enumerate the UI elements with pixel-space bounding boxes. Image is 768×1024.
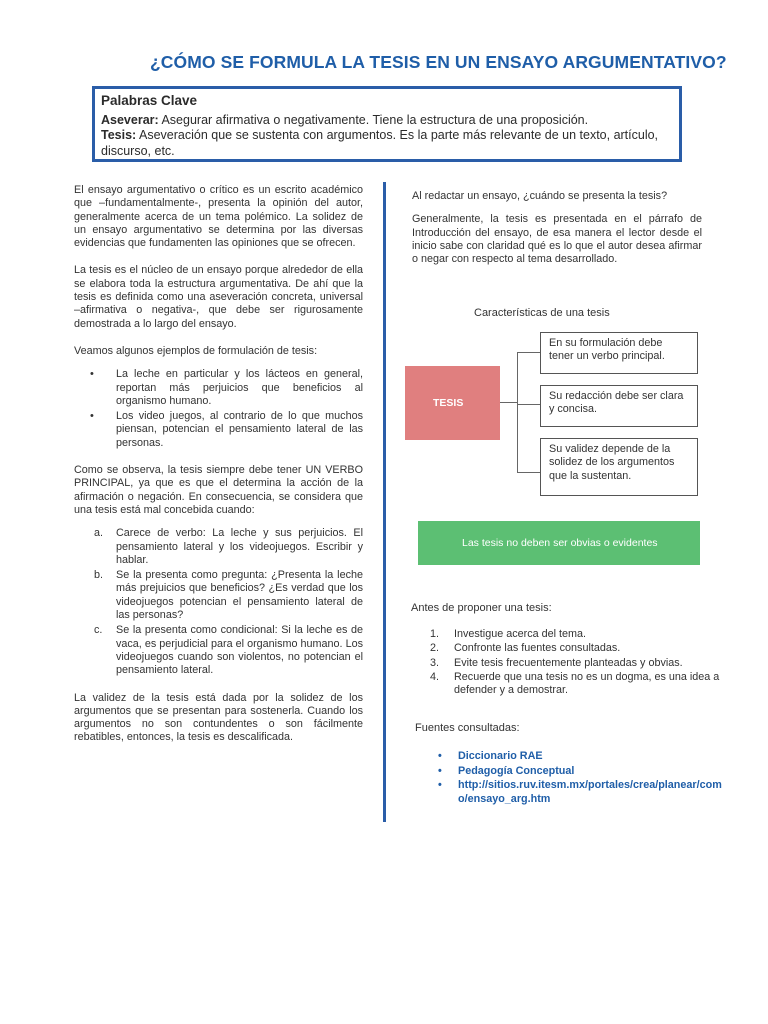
tesis-box: TESIS [405,366,500,440]
list-marker: 2. [430,642,440,655]
list-item-text: Se la presenta como pregunta: ¿Presenta la leche más prejuicios que beneficios? ¿Es verdad que los videojuegos potencian el pensamiento lateral de las personas? [116,569,363,622]
answer-paragraph: Generalmente, la tesis es presentada en el párrafo de Introducción del ensayo, de esa manera el lector desde el inicio sabe con claridad qué es lo que el autor desea afirmar o negar con respecto al tema desarrollado. [412,213,702,266]
sources-list [438,750,728,807]
examples-list [74,368,363,450]
before-heading: Antes de proponer una tesis: [411,602,552,614]
paragraph-validity: La validez de la tesis está dada por la solidez de los argumentos que se presentan para sostenerla. Cuando los argumentos no son contundentes o son fácilmente rebatibles, entonces, la tesis es descalificada. [74,691,363,744]
characteristic-box: Su redacción debe ser clara y concisa. [540,385,698,427]
list-marker: a. [94,527,104,540]
keyword-term: Aseverar: [101,112,159,127]
keyword-term: Tesis: [101,128,137,142]
list-marker: 1. [430,628,440,640]
page-title: ¿CÓMO SE FORMULA LA TESIS EN UN ENSAYO ARGUMENTATIVO? [150,52,727,72]
question-heading: Al redactar un ensayo, ¿cuándo se presenta la tesis? [412,190,668,202]
list-item-text: Investigue acerca del tema. [454,628,587,640]
errors-list [74,527,363,677]
list-item: • La leche en particular y los lácteos en general, reportan más perjuicios que beneficios al organismo humano. [116,368,363,408]
keyword-definition: Asegurar afirmativa o negativamente. Tiene la estructura de una proposición. [158,112,589,127]
keyword-aseverar [101,113,673,129]
paragraph-tesis-definition: La tesis es el núcleo de un ensayo porque alrededor de ella se elabora toda la estructura argumentativa. De ahí que la tesis es definida como una aseveración concreta, universal –afirmativa o negativa-, que debe ser rigurosamente demostrada a lo largo del ensayo. [74,264,363,330]
connector-line [517,472,540,473]
paragraph-verb: Como se observa, la tesis siempre debe tener UN VERBO PRINCIPAL, ya que es que el determina la acción de la afirmación o negación. En consecuencia, se considera que una tesis está mal concebida cuando: [74,464,363,516]
source-link[interactable]: • Pedagogía Conceptual [458,765,728,779]
paragraph-intro: El ensayo argumentativo o crítico es un escrito académico que –fundamentalmente-, presenta la opinión del autor, generalmente acerca de un tema polémico. La solidez de un ensayo argumentativo se determina por las diversas evidencias que fundamenten las opiniones que se ofrecen. [74,184,363,250]
right-column [412,190,702,278]
connector-line [500,402,518,403]
keywords-box [92,86,682,162]
list-item-text: Recuerde que una tesis no es un dogma, es una idea a defender y a demostrar. [454,670,720,697]
list-item [94,624,363,677]
list-item [430,628,724,641]
characteristic-box: Su validez depende de la solidez de los argumentos que la sustentan. [540,438,698,496]
column-divider [383,182,386,822]
list-item-text: Se la presenta como condicional: Si la leche es de vaca, es perjudicial para el organismo humano. Los videojuegos cuando son violentos, no potencian el pensamiento lateral. [116,624,363,677]
list-marker: 4. [430,670,440,683]
connector-line [517,352,540,353]
left-column [74,184,363,759]
steps-list [430,628,724,698]
list-item-text: Carece de verbo: La leche y sus perjuicios. El pensamiento lateral y los videojuegos. Escribir y hablar. [116,527,363,566]
connector-line [517,352,518,473]
sources-heading: Fuentes consultadas: [415,722,520,734]
keyword-definition: Aseveración que se sustenta con argumentos. Es la parte más relevante de un texto, artículo, discurso, etc. [101,128,659,158]
keywords-heading: Palabras Clave [101,93,198,108]
list-item [94,569,363,622]
connector-line [517,404,540,405]
list-item-text: Evite tesis frecuentemente planteadas y obvias. [454,656,683,669]
list-item [430,642,724,655]
keyword-tesis [101,128,673,159]
list-item-text: Confronte las fuentes consultadas. [454,642,621,655]
paragraph-examples-intro: Veamos algunos ejemplos de formulación de tesis: [74,344,318,357]
list-item [94,527,363,567]
list-item [430,656,724,670]
list-marker: 3. [430,656,440,669]
source-link[interactable]: • Diccionario RAE [458,750,728,764]
source-link[interactable]: • http://sitios.ruv.itesm.mx/portales/crea/planear/como/ensayo_arg.htm [458,779,728,806]
green-note: Las tesis no deben ser obvias o evidentes [418,521,700,565]
list-marker: b. [94,569,104,582]
list-item [430,670,724,698]
list-marker: c. [94,624,103,637]
characteristic-box: En su formulación debe tener un verbo principal. [540,332,698,374]
list-item: • Los video juegos, al contrario de lo que muchos piensan, potencian el pensamiento lateral de las personas. [116,410,363,450]
diagram-title: Características de una tesis [474,307,610,319]
